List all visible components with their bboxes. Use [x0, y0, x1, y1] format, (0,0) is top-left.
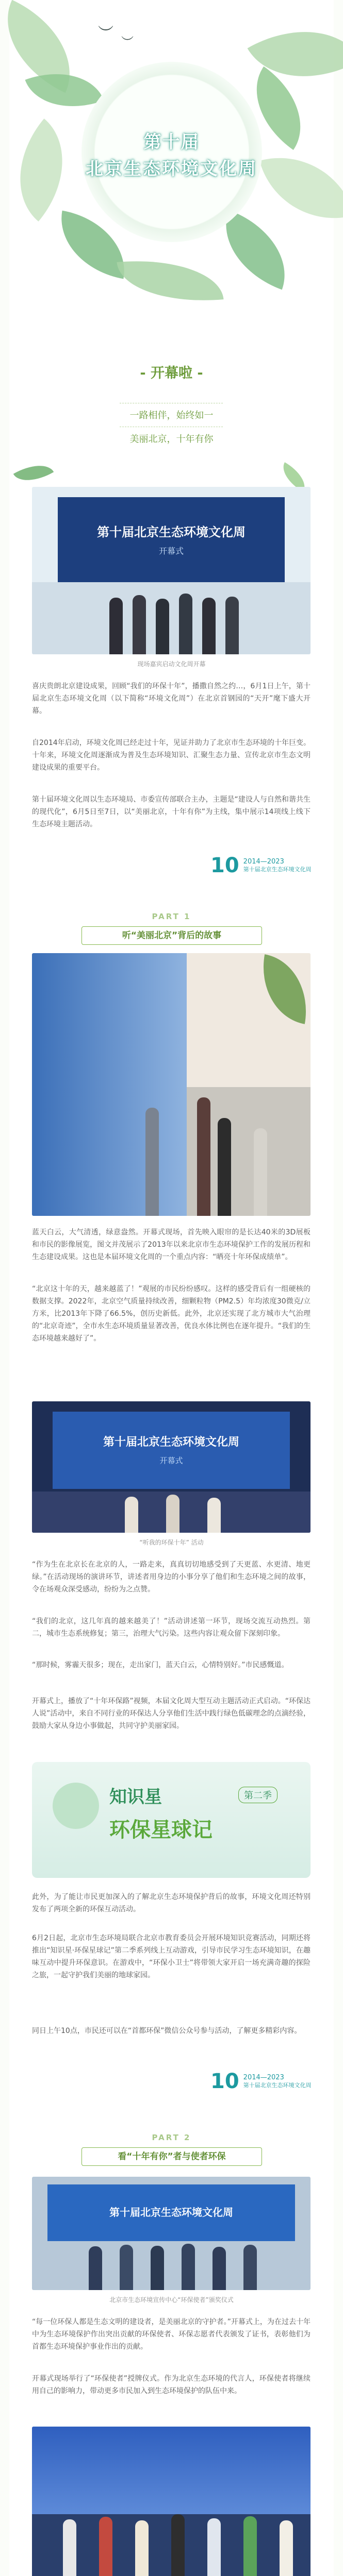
photo-caption: 北京市生态环境宣传中心“环保使者”颁奖仪式: [109, 2296, 234, 2303]
screen-title: 第十届北京生态环境文化周: [97, 525, 246, 539]
logo-name: 第十届北京生态环境文化周: [243, 2082, 312, 2089]
performer-figure: [166, 1495, 179, 1533]
awardee-figure: [243, 2245, 257, 2290]
part-2-paragraph-1: “每一位环保人都是生态文明的建设者，是美丽北京的守护者。”开幕式上，为在过去十年中为生态环境保护作出突出贡献的环保使者、环保志愿者代表颁发了证书，表彰他们为首都生态环境保护事业作出的贡献。: [32, 2318, 311, 2351]
visitor-figure: [254, 1128, 267, 1216]
game-paragraph-1: 此外，为了能让市民更加深入的了解北京生态环境保护背后的故事，环境文化周还特别发布了两项全新的环保互动活动。: [32, 1893, 311, 1913]
stage-screen: [53, 1412, 290, 1489]
part-2-paragraph-2: 开幕式现场举行了“环保使者”授牌仪式。作为北京生态环境的代言人，环保使者将继续用自己的影响力，带动更多市民加入到生态环境保护的队伍中来。: [32, 2375, 311, 2395]
visitor-figure: [197, 1097, 210, 1216]
person-figure: [109, 598, 123, 654]
screen-subtitle: 开幕式: [159, 1456, 183, 1465]
leaf-decoration: [117, 253, 223, 308]
intro-paragraph-3: 第十届环境文化周以生态环境局、市委宣传部联合主办，主题是“建设人与自然和谐共生的现代化”，6月5日至7日，以“美丽北京，十年有你”为主线，集中展示14项线上线下生态环境主题活动。: [32, 795, 311, 828]
person-figure: [133, 595, 146, 654]
anniversary-logo: [210, 2071, 312, 2092]
part-1-paragraph-6: 开幕式上，播放了“十年环保路”视频，本届文化周大型互动主题活动正式启动。“环保达人说”活动中，来自不同行业的环保达人分享他们生活中践行绿色低碳理念的点滴经验，鼓励大家从身边小事做起，共同守护美丽家园。: [32, 1697, 311, 1730]
part-1-label: PART 1: [152, 912, 191, 921]
part-1-title: 听“美丽北京”背后的故事: [81, 926, 262, 945]
stage-screen: [58, 497, 285, 585]
opening-stage-photo: [32, 487, 311, 654]
page-title: 北京生态环境文化周: [86, 159, 257, 179]
logo-name: 第十届北京生态环境文化周: [243, 866, 312, 873]
stage-screen: [47, 2184, 295, 2241]
exhibit-wall: [32, 953, 187, 1216]
logo-years: 2014—2023: [243, 2074, 284, 2081]
stage-floor: [32, 582, 311, 654]
header-banner: [0, 0, 343, 330]
award-ceremony-photo: [32, 2177, 311, 2290]
edition-label: 第十届: [143, 132, 200, 152]
person-figure: [202, 598, 216, 654]
game-title: 环保星球记: [109, 1818, 213, 1842]
anniversary-logo: [210, 855, 312, 876]
swallow-icon: ︶: [121, 35, 134, 49]
part-1-paragraph-1: 蓝天白云，大气清透，绿意盎然。开幕式现场，首先映入眼帘的是长达40米的3D展板和市民的影像展览，图文并茂展示了2013年以来北京市生态环境保护工作的发展历程和生态建设成果。这也是本届环境文化周的一个重点内容：“晒亮十年环保成绩单”。: [32, 1228, 311, 1261]
part-2-title: 看“十年有你”者与使者环保: [81, 2147, 262, 2166]
stage-floor: [32, 2514, 311, 2576]
person-figure: [207, 2518, 221, 2576]
person-figure: [99, 2517, 112, 2576]
stage-floor: [32, 1492, 311, 1533]
part-1-paragraph-5: “那时候，雾霾天很多；现在，走出家门，蓝天白云，心情特别好。”市民感慨道。: [32, 1661, 289, 1669]
person-figure: [63, 2519, 76, 2576]
opening-label: 开幕啦: [151, 365, 192, 381]
stage-backdrop: [32, 2427, 311, 2514]
opening-dash-icon: -: [140, 365, 146, 381]
visitor-figure: [145, 1108, 159, 1216]
screen-title: 第十届北京生态环境文化周: [103, 1436, 239, 1449]
performer-figure: [125, 1497, 138, 1533]
awardee-figure: [120, 2245, 133, 2290]
logo-mark: 10: [210, 854, 239, 877]
person-figure: [280, 2520, 293, 2576]
person-figure: [171, 2514, 185, 2576]
screen-subtitle: 开幕式: [158, 546, 184, 556]
game-banner: [32, 1762, 311, 1878]
ambassador-group-photo: [32, 2427, 311, 2576]
game-paragraph-2: 6月2日起，北京市生态环境局联合北京市教育委员会开展环境知识竞赛活动，同期还将推出“知识星·环保星球记”第二季系列线上互动游戏，引导市民学习生态环境知识，在趣味互动中提升环保意识。在游戏中，“环保小卫士”将带领大家开启一场充满奇趣的探险之旅，一起守护我们美丽的地球家园。: [32, 1934, 311, 1979]
person-figure: [225, 597, 239, 654]
person-figure: [243, 2516, 257, 2576]
part-1-paragraph-3: “作为生在北京长在北京的人，一路走来，真真切切地感受到了天更蓝、水更清、地更绿。”在活动现场的演讲环节，讲述者用身边的小事分享了他们和生态环境之间的故事，令在场观众深受感动，纷纷为之点赞。: [32, 1561, 311, 1594]
awardee-figure: [89, 2246, 102, 2290]
person-figure: [135, 2520, 149, 2576]
part-1-paragraph-2: “北京这十年的天，越来越蓝了！”观展的市民纷纷感叹。这样的感受背后有一组硬核的数据支撑。2022年，北京空气质量持续改善，细颗粒物（PM2.5）年均浓度30微克/立方米，比2013年下降了66.5%，创历史新低。此外，北京还实现了北方城市大气治理的“北京奇迹”，全市水生态环境质量显著改善，优良水体比例也在逐年提升。“我们的生态环境越来越好了”。: [32, 1285, 311, 1343]
opening-dash-icon: -: [197, 365, 203, 381]
person-figure: [156, 599, 169, 654]
part-1-paragraph-4: “我们的北京，这几年真的越来越美了！”活动讲述第一环节，现场交流互动热烈。第二，城市生态系统修复；第三，治理大气污染。这些内容让观众留下深刻印象。: [32, 1617, 311, 1638]
photo-caption: 现场嘉宾启动文化周开幕: [137, 660, 206, 668]
performer-figure: [207, 1498, 221, 1533]
game-brand: 知识星: [109, 1787, 162, 1807]
person-figure: [179, 594, 192, 654]
season-badge: 第二季: [238, 1787, 277, 1803]
visitor-figure: [218, 1118, 231, 1216]
slogan-line-1: 一路相伴，始终如一: [129, 410, 214, 421]
intro-paragraph-2: 自2014年启动，环境文化周已经走过十年，见证并助力了北京市生态环境的十年巨变。十年来，环境文化周逐渐成为普及生态环境知识、汇聚生态力量、宣传北京市生态文明建设成果的重要平台。: [32, 739, 311, 772]
opening-heading: [0, 362, 343, 382]
game-paragraph-3: 同日上午10点，市民还可以在“首都环保”微信公众号参与活动，了解更多精彩内容。: [32, 2027, 302, 2035]
stage-event-photo: [32, 1401, 311, 1533]
swallow-icon: ︶: [98, 25, 113, 43]
logo-years: 2014—2023: [243, 858, 284, 866]
part-2-label: PART 2: [152, 2133, 191, 2142]
exhibition-photo: [32, 953, 311, 1216]
mascot-icon: [53, 1783, 99, 1829]
awardee-figure: [151, 2246, 164, 2290]
awardee-figure: [182, 2244, 195, 2290]
screen-title: 第十届北京生态环境文化周: [109, 2206, 233, 2218]
slogan-line-2: 美丽北京，十年有你: [129, 434, 214, 445]
awardee-figure: [213, 2247, 226, 2290]
logo-mark: 10: [210, 2070, 239, 2093]
intro-paragraph-1: 喜庆贵朗北京建设成果，回顾“我们的环保十年”，播撒自然之约…，6月1日上午，第十届北京生态环境文化周（以下简称“环境文化周”）在北京首钢园的“天开”麾下盛大开幕。: [32, 682, 311, 715]
photo-caption: “听我的环保十年” 活动: [139, 1539, 204, 1546]
